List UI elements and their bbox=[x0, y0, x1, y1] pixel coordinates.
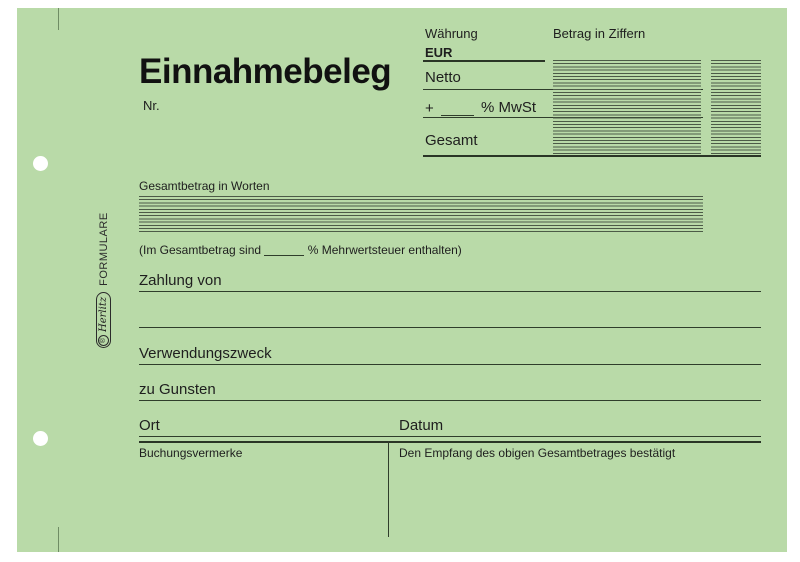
number-label: Nr. bbox=[143, 98, 160, 113]
bottom-divider bbox=[388, 441, 389, 537]
total-label: Gesamt bbox=[425, 132, 478, 149]
vat-note-blank[interactable] bbox=[264, 255, 304, 256]
currency-underline bbox=[423, 60, 545, 62]
payment-from-label: Zahlung von bbox=[139, 272, 222, 289]
purpose-label: Verwendungszweck bbox=[139, 345, 272, 362]
place-label: Ort bbox=[139, 417, 160, 434]
vat-label: % MwSt bbox=[481, 99, 537, 116]
amount-euro-field[interactable] bbox=[553, 60, 701, 154]
total-in-words-label: Gesamtbetrag in Worten bbox=[139, 179, 270, 193]
amount-cent-field[interactable] bbox=[711, 60, 761, 154]
currency-value: EUR bbox=[425, 45, 453, 60]
net-label: Netto bbox=[425, 69, 461, 86]
plus-sign: + bbox=[425, 100, 434, 117]
fold-mark-bottom bbox=[58, 527, 59, 552]
total-in-words-field[interactable] bbox=[139, 196, 703, 232]
amount-digits-label: Betrag in Ziffern bbox=[553, 26, 646, 41]
purpose-line[interactable] bbox=[139, 364, 761, 365]
page-title: Einnahmebeleg bbox=[139, 52, 392, 91]
herlitz-logo: ® Herlitz bbox=[96, 292, 111, 348]
receipt-confirmation-label: Den Empfang des obigen Gesamtbetrages bestätigt bbox=[399, 446, 676, 460]
punch-hole-bottom bbox=[33, 431, 48, 446]
booking-notes-label: Buchungsvermerke bbox=[139, 446, 243, 460]
beneficiary-label: zu Gunsten bbox=[139, 381, 216, 398]
fold-mark-top bbox=[58, 8, 59, 30]
signature-section-line bbox=[139, 441, 761, 443]
beneficiary-line[interactable] bbox=[139, 400, 761, 401]
brand-series-label: FORMULARE bbox=[97, 212, 110, 286]
vat-note-suffix: % Mehrwertsteuer enthalten) bbox=[307, 243, 462, 257]
payment-from-line-1[interactable] bbox=[139, 291, 761, 292]
vat-rate-blank bbox=[441, 115, 474, 116]
vat-note-prefix: (Im Gesamtbetrag sind bbox=[139, 243, 262, 257]
place-date-line[interactable] bbox=[139, 436, 761, 437]
currency-label: Währung bbox=[425, 26, 478, 41]
total-underline bbox=[423, 155, 761, 157]
payment-from-line-2[interactable] bbox=[139, 327, 761, 328]
punch-hole-top bbox=[33, 156, 48, 171]
date-label: Datum bbox=[399, 417, 444, 434]
vat-note bbox=[139, 243, 462, 257]
brand-mark bbox=[96, 208, 112, 348]
